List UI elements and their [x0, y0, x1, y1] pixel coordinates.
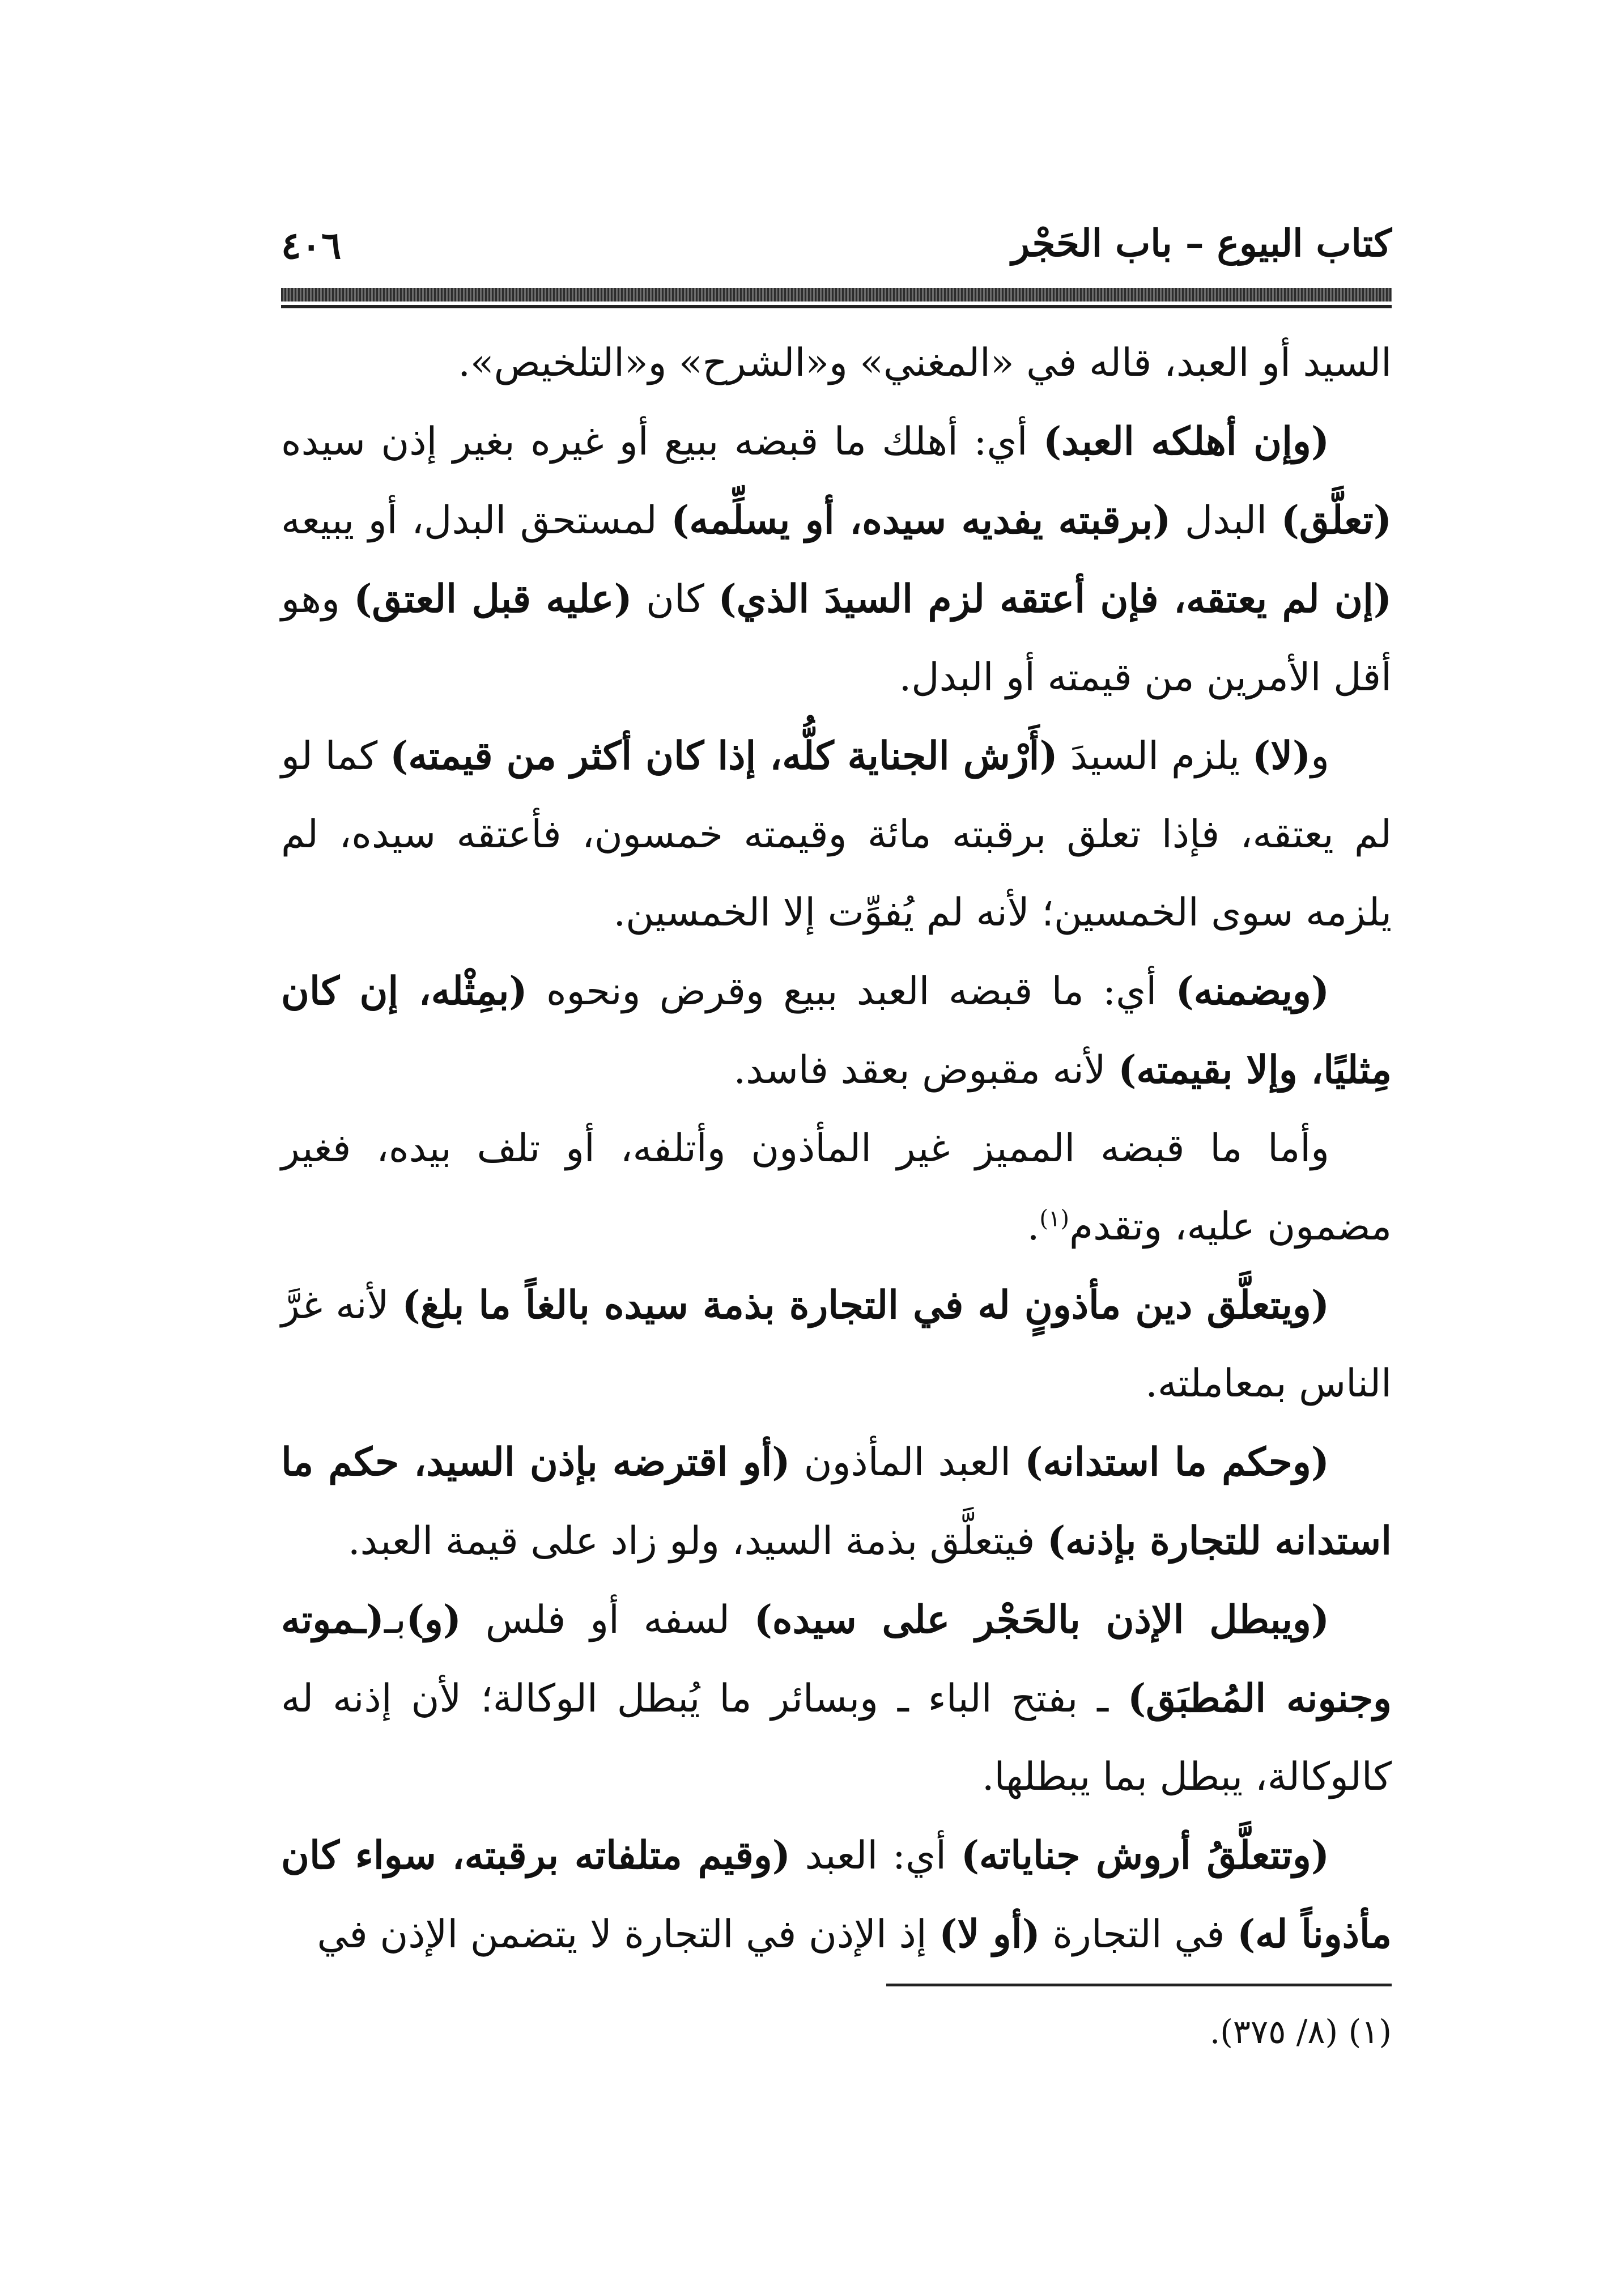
paragraph [281, 1266, 1392, 1423]
sharh-text: ـ بفتح الباء ـ وبسائر ما يُبطل الوكالة؛ لأن إذنه له كالوكالة، يبطل بما يبطلها. [281, 1676, 1392, 1799]
header-rule-band [281, 288, 1392, 302]
paragraph [281, 1816, 1392, 1974]
footnote-separator [886, 1984, 1392, 1986]
paragraph [281, 952, 1392, 1110]
sharh-text: لأنه غرَّ الناس بمعاملته. [281, 1283, 1392, 1406]
matn-text: (إن لم يعتقه، فإن أعتقه لزم السيدَ الذي) [718, 576, 1392, 622]
matn-text: (تعلَّق) [1281, 498, 1392, 543]
sharh-text: أي: ما قبضه العبد ببيع وقرض ونحوه [527, 969, 1176, 1014]
matn-text: (وقيم متلفاته برقبته، سواء كان مأذوناً له) [281, 1833, 1392, 1957]
sharh-text: إذ الإذن في التجارة لا يتضمن الإذن في [317, 1912, 939, 1957]
matn-text: (وإن أهلكه العبد) [1043, 419, 1330, 464]
paragraph [281, 1423, 1392, 1581]
paragraph [281, 717, 1392, 952]
sharh-text: كان [632, 577, 719, 622]
paragraph [281, 1581, 1392, 1816]
sharh-text: العبد المأذون [790, 1440, 1025, 1485]
paragraph [281, 1110, 1392, 1266]
sharh-text: يلزم السيدَ [1057, 734, 1253, 779]
header-rule-line [281, 305, 1392, 308]
footnote-reference: (١) [1039, 1205, 1070, 1232]
sharh-text: وهو أقل الأمرين من قيمته أو البدل. [281, 577, 1392, 700]
sharh-text: في التجارة [1040, 1912, 1238, 1957]
matn-text: (لا) [1252, 733, 1311, 779]
page-number: ٤٠٦ [281, 223, 342, 267]
matn-text: (بمِثْله، إن كان مِثليًا، وإلا بقيمته) [281, 969, 1392, 1093]
sharh-text: . [1027, 1204, 1040, 1249]
sharh-text: البدل [1171, 498, 1281, 543]
sharh-text: السيد أو العبد، قاله في «المغني» و«الشرح» و«التلخيص». [458, 341, 1392, 385]
main-text [281, 324, 1392, 1974]
sharh-text: بـ [384, 1598, 406, 1642]
sharh-text: لأنه مقبوض بعقد فاسد. [733, 1048, 1119, 1093]
sharh-text: أي: العبد [790, 1833, 961, 1878]
matn-text: (وتتعلَّقُ أروش جناياته) [960, 1833, 1329, 1878]
matn-text: (أَرْش الجناية كلُّه، إذا كان أكثر من قيمته) [390, 733, 1058, 779]
sharh-text: لسفه أو فلس [461, 1598, 754, 1642]
matn-text: (ـموته وجنونه المُطبَق) [281, 1597, 1392, 1721]
matn-text: (أو اقترضه بإذن السيد، حكم ما استدانه للتجارة بإذنه) [281, 1440, 1392, 1564]
running-header [281, 215, 1392, 283]
matn-text: (و) [406, 1597, 461, 1642]
sharh-text: وأما ما قبضه المميز غير المأذون وأتلفه، أو تلف بيده، فغير مضمون عليه، وتقدم [281, 1126, 1392, 1249]
sharh-text: لمستحق البدل، أو يبيعه [281, 498, 671, 543]
matn-text: (وحكم ما استدانه) [1024, 1440, 1329, 1485]
paragraph [281, 324, 1392, 402]
matn-text: (عليه قبل العتق) [354, 576, 632, 622]
matn-text: (أو لا) [939, 1912, 1040, 1957]
matn-text: (ويتعلَّق دين مأذونٍ له في التجارة بذمة سيده بالغاً ما بلغ) [402, 1283, 1329, 1328]
paragraph [281, 402, 1392, 717]
matn-text: (ويبطل الإذن بالحَجْر على سيده) [754, 1597, 1330, 1642]
footnote: (١) (٨/ ٣٧٥). [1209, 2012, 1392, 2051]
sharh-text: فيتعلَّق بذمة السيد، ولو زاد على قيمة العبد. [348, 1519, 1047, 1564]
sharh-text: كما لو لم يعتقه، فإذا تعلق برقبته مائة وقيمته خمسون، فأعتقه سيده، لم يلزمه سوى الخمسين؛ لأنه لم يُفوِّت إلا الخمسين. [281, 734, 1392, 935]
matn-text: (برقبته يفديه سيده، أو يسلِّمه) [671, 498, 1171, 543]
chapter-title: كتاب البيوع – باب الحَجْر [1011, 221, 1392, 265]
matn-text: (ويضمنه) [1175, 969, 1329, 1014]
sharh-text: أي: أهلك ما قبضه ببيع أو غيره بغير إذن سيده [281, 419, 1043, 464]
sharh-text: و [1311, 734, 1330, 779]
